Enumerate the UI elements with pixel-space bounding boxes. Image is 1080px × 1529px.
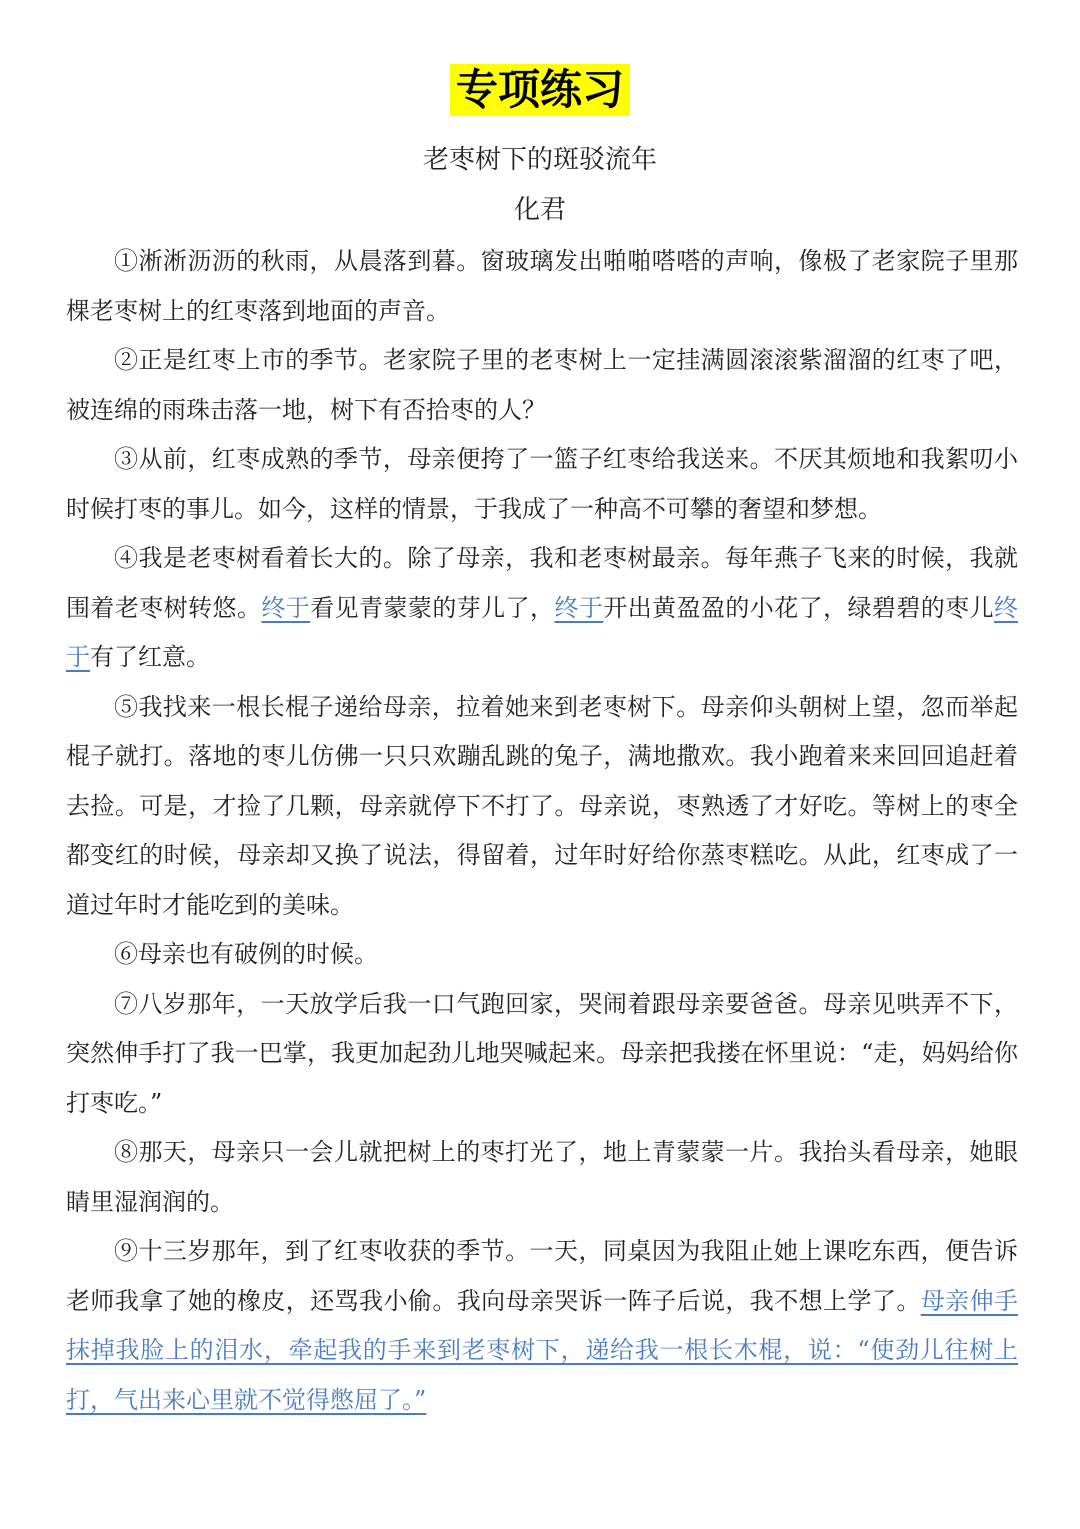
underlined-sentence: 母亲伸手抹掉我脸上的泪水，牵起我的手来到老枣树下，递给我一根长木棍，说：“使劲儿往树上打，气出来心里就不觉得憋屈了。” (66, 1286, 1018, 1414)
paragraph-4-text-e: 开出黄盈盈的小花了，绿碧碧的枣儿 (603, 593, 995, 622)
article-author: 化君 (513, 195, 566, 225)
paragraph-8: ⑧那天，母亲只一会儿就把树上的枣打光了，地上青蒙蒙一片。我抬头看母亲，她眼睛里湿润润的。 (66, 1138, 1018, 1216)
article-body (66, 237, 1018, 1425)
paragraph-1: ①淅淅沥沥的秋雨，从晨落到暮。窗玻璃发出啪啪嗒嗒的声响，像极了老家院子里那棵老枣树上的红枣落到地面的声音。 (66, 247, 1018, 325)
paragraph-9 (66, 1227, 1018, 1425)
article-title: 老枣树下的斑驳流年 (422, 145, 657, 175)
paragraph-9-text-a: ⑨十三岁那年，到了红枣收获的季节。一天，同桌因为我阻止她上课吃东西，便告诉老师我拿了她的橡皮，还骂我小偷。我向母亲哭诉一阵子后说，我不想上学了。 (66, 1237, 1018, 1315)
paragraph-6: ⑥母亲也有破例的时候。 (114, 940, 378, 968)
paragraph-2: ②正是红枣上市的季节。老家院子里的老枣树上一定挂满圆滚滚紫溜溜的红枣了吧，被连绵的雨珠击落一地，树下有否拾枣的人？ (66, 346, 1018, 424)
paragraph-7: ⑦八岁那年，一天放学后我一口气跑回家，哭闹着跟母亲要爸爸。母亲见哄弄不下，突然伸手打了我一巴掌，我更加起劲儿地哭喊起来。母亲把我搂在怀里说：“走，妈妈给你打枣吃。” (66, 989, 1018, 1117)
underlined-word-3: 终于 (66, 593, 1019, 671)
paragraph-4-text-g: 有了红意。 (90, 643, 210, 671)
paragraph-5: ⑤我找来一根长棍子递给母亲，拉着她来到老枣树下。母亲仰头朝树上望，忽而举起棍子就打。落地的枣儿仿佛一只只欢蹦乱跳的兔子，满地撒欢。我小跑着来来回回追赶着去捡。可是，才捡了几颗，母亲就停下不打了。母亲说，枣熟透了才好吃。等树上的枣全都变红的时候，母亲却又换了说法，得留着，过年时好给你蒸枣糕吃。从此，红枣成了一道过年时才能吃到的美味。 (66, 692, 1018, 919)
worksheet-header: 专项练习 (450, 64, 630, 116)
header-wrap (0, 64, 1080, 116)
paragraph-3: ③从前，红枣成熟的季节，母亲便挎了一篮子红枣给我送来。不厌其烦地和我絮叨小时候打枣的事儿。如今，这样的情景，于我成了一种高不可攀的奢望和梦想。 (66, 445, 1018, 523)
paragraph-4-text-c: 看见青蒙蒙的芽儿了， (310, 593, 555, 622)
paragraph-4 (66, 534, 1018, 683)
paragraph-4-text-a: ④我是老枣树看着长大的。除了母亲，我和老枣树最亲。每年燕子飞来的时候，我就围着老枣树转悠。 (66, 544, 1018, 622)
underlined-word-1: 终于 (261, 593, 311, 622)
underlined-word-2: 终于 (554, 593, 604, 622)
